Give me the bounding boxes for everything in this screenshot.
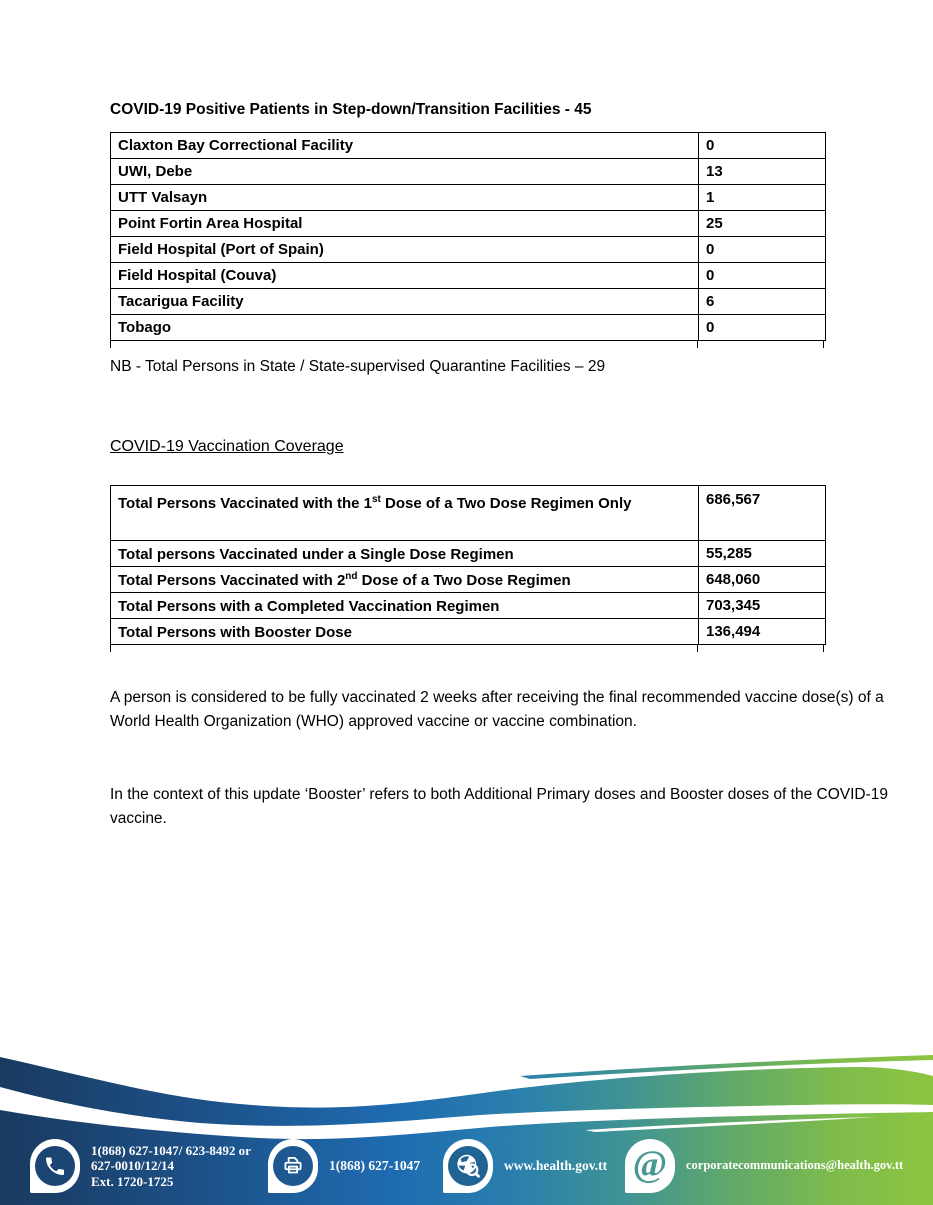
footer-wave-banner (0, 1035, 933, 1205)
table-row (111, 289, 826, 315)
contact-email-text: corporatecommunications@health.gov.tt (686, 1158, 904, 1173)
value-cell: 648,060 (699, 567, 826, 593)
table-row (111, 237, 826, 263)
paragraph-booster: In the context of this update ‘Booster’ refers to both Additional Primary doses and Booster doses of the COVID-19 vaccine. (110, 786, 889, 827)
table-row (111, 133, 826, 159)
paragraph-fully-vaccinated: A person is considered to be fully vaccinated 2 weeks after receiving the final recommended vaccine dose(s) of a World Health Organization (WHO) approved vaccine or vaccine combination. (110, 689, 884, 730)
count-cell: 1 (699, 185, 826, 211)
metric-cell: Total Persons with Booster Dose (111, 619, 699, 645)
contact-website (443, 1139, 607, 1193)
table-row (111, 619, 826, 645)
stepdown-table (110, 132, 826, 341)
table-row (111, 185, 826, 211)
fax-printer-icon (268, 1139, 318, 1193)
contact-website-text: www.health.gov.tt (504, 1158, 608, 1174)
facility-cell: UWI, Debe (111, 159, 699, 185)
metric-cell: Total Persons with a Completed Vaccination Regimen (111, 593, 699, 619)
value-cell: 686,567 (699, 486, 826, 541)
contact-email (625, 1139, 903, 1193)
value-cell: 136,494 (699, 619, 826, 645)
phone-icon (30, 1139, 80, 1193)
metric-cell: Total Persons Vaccinated with the 1st Dose of a Two Dose Regimen Only (111, 486, 699, 541)
facility-cell: Claxton Bay Correctional Facility (111, 133, 699, 159)
metric-cell: Total Persons Vaccinated with 2nd Dose of a Two Dose Regimen (111, 567, 699, 593)
table-row (111, 315, 826, 341)
stepdown-table-wrap (110, 132, 826, 348)
facility-cell: Point Fortin Area Hospital (111, 211, 699, 237)
count-cell: 0 (699, 237, 826, 263)
at-email-icon (625, 1139, 675, 1193)
count-cell: 0 (699, 263, 826, 289)
value-cell: 703,345 (699, 593, 826, 619)
at-glyph: @ (632, 1143, 668, 1185)
table-continuation-sliver (110, 645, 824, 652)
facility-cell: Tacarigua Facility (111, 289, 699, 315)
nb-note: NB - Total Persons in State / State-supervised Quarantine Facilities – 29 (110, 358, 606, 375)
table-row (111, 593, 826, 619)
table-row (111, 263, 826, 289)
contact-fax-text: 1(868) 627-1047 (329, 1158, 421, 1174)
table-continuation-sliver (110, 341, 824, 348)
count-cell: 6 (699, 289, 826, 315)
facility-cell: Tobago (111, 315, 699, 341)
count-cell: 13 (699, 159, 826, 185)
facility-cell: Field Hospital (Couva) (111, 263, 699, 289)
metric-cell: Total persons Vaccinated under a Single Dose Regimen (111, 541, 699, 567)
count-cell: 25 (699, 211, 826, 237)
vaccination-table (110, 485, 826, 645)
stepdown-title: COVID-19 Positive Patients in Step-down/Transition Facilities - 45 (110, 101, 592, 118)
table-row (111, 211, 826, 237)
facility-cell: Field Hospital (Port of Spain) (111, 237, 699, 263)
contact-phone (30, 1139, 251, 1193)
value-cell: 55,285 (699, 541, 826, 567)
count-cell: 0 (699, 133, 826, 159)
facility-cell: UTT Valsayn (111, 185, 699, 211)
table-row (111, 567, 826, 593)
count-cell: 0 (699, 315, 826, 341)
table-row (111, 486, 826, 541)
contact-fax (268, 1139, 420, 1193)
table-row (111, 541, 826, 567)
vaccination-heading: COVID-19 Vaccination Coverage (110, 438, 344, 455)
globe-search-icon (443, 1139, 493, 1193)
table-row (111, 159, 826, 185)
contact-phone-text: 1(868) 627-1047/ 623-8492 or 627-0010/12/14 Ext. 1720-1725 (91, 1142, 251, 1189)
vaccination-table-wrap (110, 485, 826, 652)
